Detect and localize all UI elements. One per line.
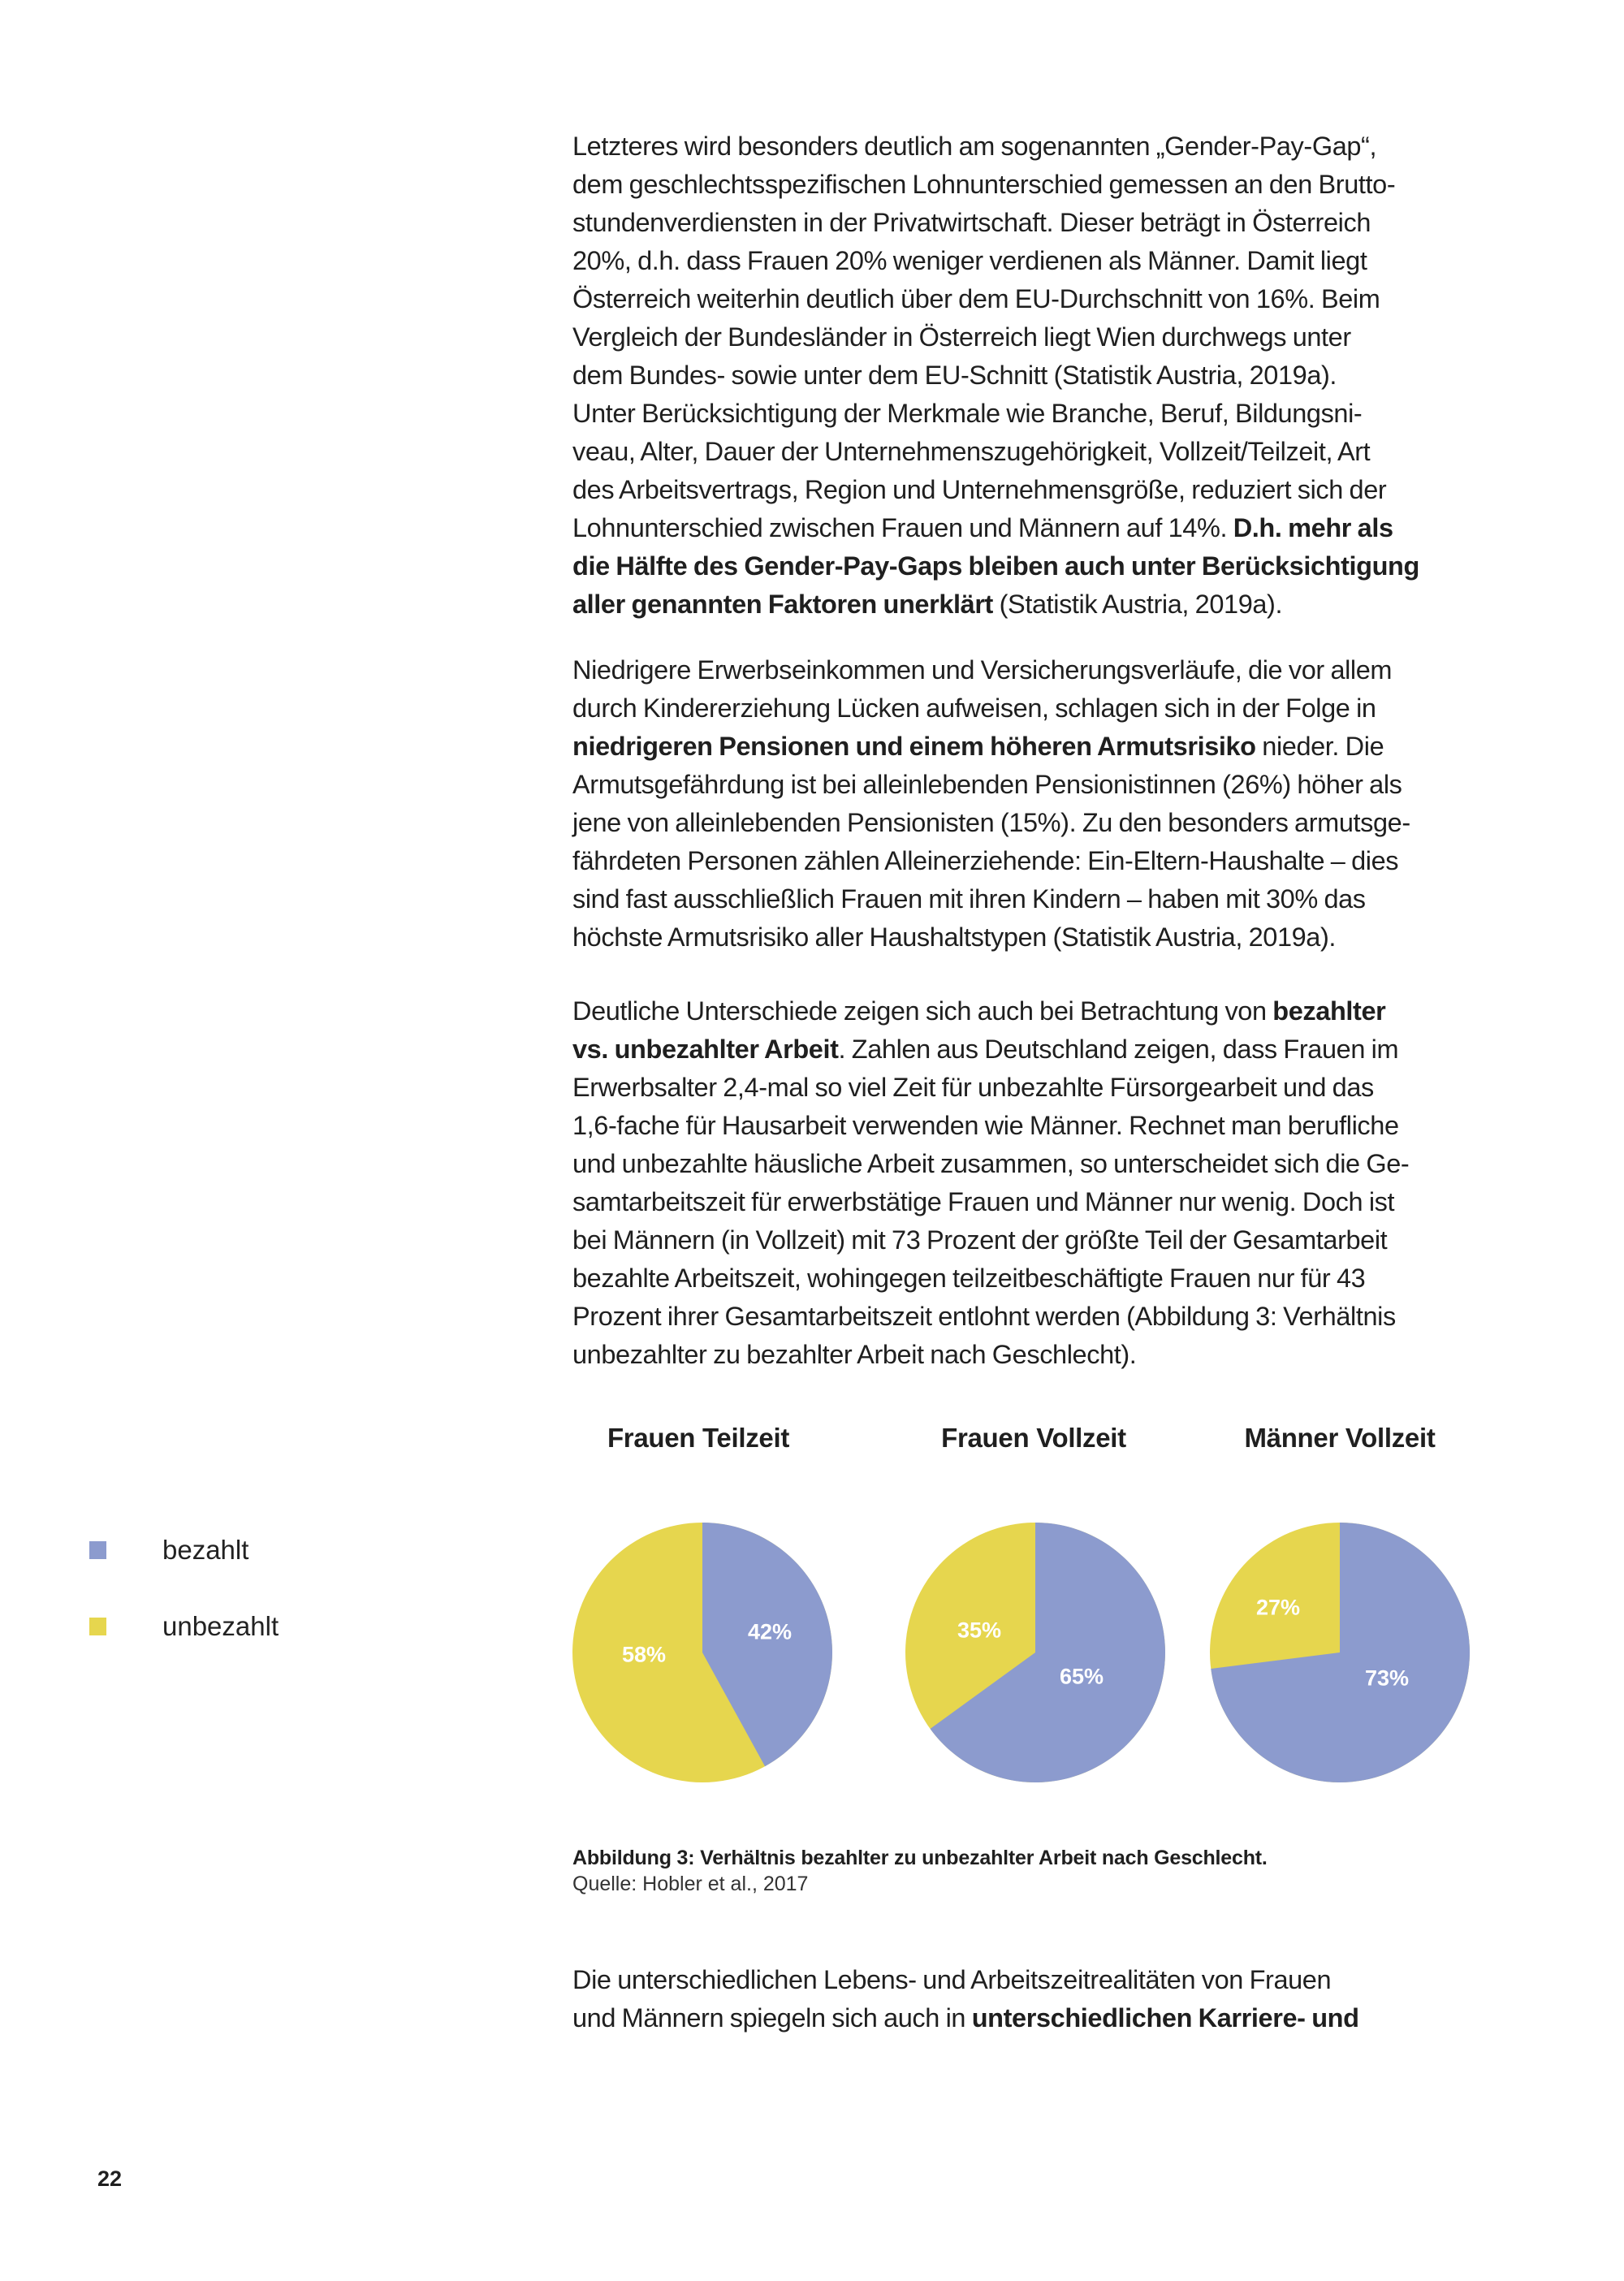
pie-svg: [572, 1523, 832, 1782]
text-line: unbezahlter zu bezahlter Arbeit nach Geschlecht).: [572, 1340, 1137, 1369]
text-line: dem geschlechtsspezifischen Lohnunterschied gemessen an den Brutto-: [572, 170, 1396, 199]
text-line: 20%, d.h. dass Frauen 20% weniger verdienen als Männer. Damit liegt: [572, 246, 1367, 275]
text-emphasis: D.h. mehr als: [1233, 513, 1393, 542]
paragraph-gender-pay-gap: [572, 127, 1494, 624]
text-line: [572, 1999, 1494, 2037]
text-emphasis: niedrigeren Pensionen und einem höheren Armutsrisiko: [572, 732, 1256, 761]
text-line: [572, 728, 1494, 766]
pie-label-bezahlt: 65%: [1059, 1664, 1104, 1689]
chart-legend: [89, 1512, 279, 1665]
text-line: [572, 547, 1494, 585]
pie-label-bezahlt: 73%: [1364, 1665, 1410, 1691]
pie-chart-frauen-vollzeit: [905, 1523, 1165, 1782]
legend-swatch-unbezahlt: [89, 1618, 106, 1635]
pie-label-unbezahlt: 58%: [621, 1642, 667, 1667]
text-line: [572, 1030, 1494, 1069]
text-line: bei Männern (in Vollzeit) mit 73 Prozent der größte Teil der Gesamtarbeit: [572, 1225, 1388, 1255]
legend-item-unbezahlt: [89, 1588, 279, 1665]
text-line: [572, 992, 1494, 1030]
chart-title-maenner-vollzeit: Männer Vollzeit: [1244, 1423, 1436, 1453]
paragraph-pensions: [572, 651, 1494, 957]
pie-chart-frauen-teilzeit: [572, 1523, 832, 1782]
text-line: durch Kindererziehung Lücken aufweisen, schlagen sich in der Folge in: [572, 693, 1376, 723]
text-line: Vergleich der Bundesländer in Österreich liegt Wien durchwegs unter: [572, 322, 1351, 352]
text-emphasis: vs. unbezahlter Arbeit: [572, 1035, 839, 1064]
pie-label-unbezahlt: 27%: [1255, 1595, 1301, 1620]
text-normal: und Männern spiegeln sich auch in: [572, 2003, 972, 2033]
text-line: fährdeten Personen zählen Alleinerziehende: Ein-Eltern-Haushalte – dies: [572, 846, 1399, 875]
text-emphasis: die Hälfte des Gender-Pay-Gaps bleiben auch unter Berücksichtigung: [572, 551, 1419, 581]
legend-label: bezahlt: [162, 1535, 249, 1565]
chart-title-frauen-vollzeit: Frauen Vollzeit: [941, 1423, 1126, 1453]
text-line: stundenverdiensten in der Privatwirtschaft. Dieser beträgt in Österreich: [572, 208, 1371, 237]
legend-swatch-bezahlt: [89, 1541, 106, 1559]
text-line: und unbezahlte häusliche Arbeit zusammen, so unterscheidet sich die Ge-: [572, 1149, 1410, 1178]
text-emphasis: unterschiedlichen Karriere- und: [971, 2003, 1359, 2033]
pie-svg: [905, 1523, 1165, 1782]
pie-label-bezahlt: 42%: [747, 1619, 793, 1644]
text-line: Prozent ihrer Gesamtarbeitszeit entlohnt werden (Abbildung 3: Verhältnis: [572, 1302, 1396, 1331]
text-normal: (Statistik Austria, 2019a).: [992, 590, 1283, 619]
figure-caption-source: Quelle: Hobler et al., 2017: [572, 1873, 809, 1895]
legend-item-bezahlt: [89, 1512, 279, 1588]
figure-caption-title: Abbildung 3: Verhältnis bezahlter zu unbezahlter Arbeit nach Geschlecht.: [572, 1847, 1268, 1869]
text-line: [572, 509, 1494, 547]
text-line: veau, Alter, Dauer der Unternehmenszugehörigkeit, Vollzeit/Teilzeit, Art: [572, 437, 1371, 466]
text-line: [572, 585, 1494, 624]
text-normal: Deutliche Unterschiede zeigen sich auch bei Betrachtung von: [572, 996, 1273, 1026]
legend-label: unbezahlt: [162, 1611, 279, 1641]
text-line: Armutsgefährdung ist bei alleinlebenden Pensionistinnen (26%) höher als: [572, 770, 1402, 799]
text-line: bezahlte Arbeitszeit, wohingegen teilzeitbeschäftigte Frauen nur für 43: [572, 1264, 1366, 1293]
paragraph-career: [572, 1961, 1494, 2037]
text-normal: . Zahlen aus Deutschland zeigen, dass Frauen im: [838, 1035, 1399, 1064]
pie-svg: [1210, 1523, 1470, 1782]
text-line: sind fast ausschließlich Frauen mit ihren Kindern – haben mit 30% das: [572, 884, 1366, 914]
text-line: Erwerbsalter 2,4-mal so viel Zeit für unbezahlte Fürsorgearbeit und das: [572, 1073, 1374, 1102]
pie-label-unbezahlt: 35%: [957, 1618, 1002, 1643]
text-line: Unter Berücksichtigung der Merkmale wie Branche, Beruf, Bildungsni-: [572, 399, 1363, 428]
text-line: dem Bundes- sowie unter dem EU-Schnitt (Statistik Austria, 2019a).: [572, 361, 1337, 390]
text-normal: nieder. Die: [1255, 732, 1384, 761]
text-emphasis: aller genannten Faktoren unerklärt: [572, 590, 993, 619]
text-line: samtarbeitszeit für erwerbstätige Frauen und Männer nur wenig. Doch ist: [572, 1187, 1395, 1216]
text-line: Die unterschiedlichen Lebens- und Arbeitszeitrealitäten von Frauen: [572, 1965, 1332, 1994]
figure-caption: [572, 1845, 1268, 1897]
text-line: 1,6-fache für Hausarbeit verwenden wie Männer. Rechnet man berufliche: [572, 1111, 1399, 1140]
text-line: des Arbeitsvertrags, Region und Unternehmensgröße, reduziert sich der: [572, 475, 1387, 504]
text-line: Österreich weiterhin deutlich über dem EU-Durchschnitt von 16%. Beim: [572, 284, 1380, 313]
page-number: 22: [97, 2167, 123, 2191]
text-emphasis: bezahlter: [1272, 996, 1386, 1026]
text-line: Letzteres wird besonders deutlich am sogenannten „Gender-Pay-Gap“,: [572, 132, 1377, 161]
paragraph-paid-unpaid-work: [572, 992, 1494, 1374]
text-normal: Lohnunterschied zwischen Frauen und Männern auf 14%.: [572, 513, 1233, 542]
text-line: Niedrigere Erwerbseinkommen und Versicherungsverläufe, die vor allem: [572, 655, 1393, 685]
chart-title-frauen-teilzeit: Frauen Teilzeit: [607, 1423, 790, 1453]
text-line: höchste Armutsrisiko aller Haushaltstypen (Statistik Austria, 2019a).: [572, 922, 1337, 952]
text-line: jene von alleinlebenden Pensionisten (15%). Zu den besonders armutsge-: [572, 808, 1410, 837]
pie-chart-maenner-vollzeit: [1210, 1523, 1470, 1782]
